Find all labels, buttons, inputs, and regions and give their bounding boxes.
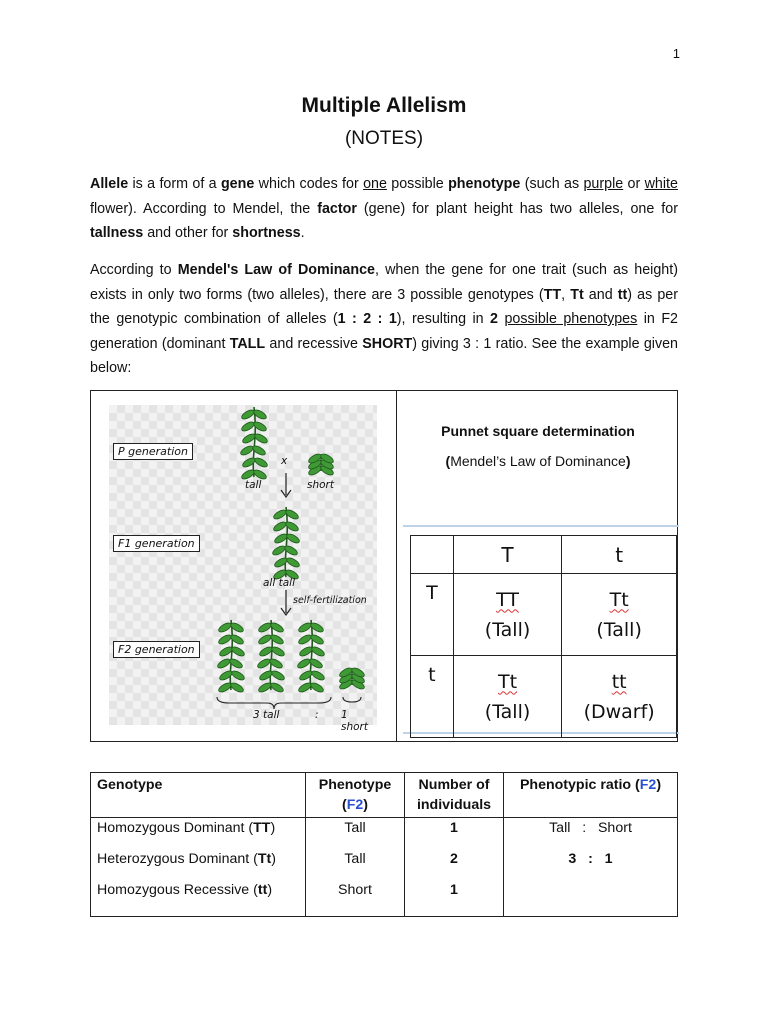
punnet-cell: tt (Dwarf) <box>562 656 677 738</box>
number-header: Number of individuals <box>405 773 504 818</box>
phenotype-cell: Tall <box>306 849 405 880</box>
punnet-title: Punnet square determination <box>441 423 635 439</box>
punnet-cell: Tt (Tall) <box>453 656 562 738</box>
one-short-label: 1 short <box>341 709 368 733</box>
phenotype-header: Phenotype (F2) <box>306 773 405 818</box>
monohybrid-cross-illustration <box>109 405 377 733</box>
phenotype-cell: Short <box>306 880 405 917</box>
cross-symbol: x <box>281 455 288 467</box>
page-subtitle: (NOTES) <box>344 128 424 149</box>
three-tall-label: 3 tall <box>253 709 280 721</box>
ratio-empty-cell <box>504 880 678 917</box>
phenotype-cell: Tall <box>306 818 405 850</box>
band-line-top <box>403 525 679 527</box>
f1-generation-label: F1 generation <box>113 535 200 552</box>
f2-tall-plant-2 <box>256 620 285 694</box>
self-fertilization-label: self-fertilization <box>293 595 367 606</box>
figure-divider <box>396 391 397 741</box>
ratio-values: 3 : 1 <box>504 849 678 880</box>
f2-generation-label: F2 generation <box>113 641 200 658</box>
punnet-subtitle: (Mendel’s Law of Dominance) <box>445 453 631 469</box>
f2-tall-plant-3 <box>296 620 325 694</box>
punnet-col-header: t <box>562 536 677 574</box>
short-label: short <box>307 479 334 491</box>
ratio-colon: : <box>315 709 319 721</box>
ratio-labels: Tall : Short <box>504 818 678 850</box>
p-short-plant <box>307 452 334 477</box>
dominance-paragraph: According to Mendel's Law of Dominance, when the gene for one trait (such as height) exists in only two forms (two alleles), there are 3 possible genotypes (TT, Tt and tt) as per the genotypic combination of alleles (1 : 2 : 1), resulting in 2 possible phenotypes in F2 generation (dominant TALL and recessive SHORT) giving 3 : 1 ratio. See the example given below: <box>90 262 679 376</box>
f2-short-plant <box>338 666 365 691</box>
genotype-table <box>90 772 678 917</box>
punnet-cell: Tt (Tall) <box>562 574 677 656</box>
tall-label: tall <box>245 479 262 491</box>
subtitle-text: NOTES <box>351 128 417 149</box>
count-cell: 1 <box>405 880 504 917</box>
count-cell: 2 <box>405 849 504 880</box>
p-tall-plant <box>239 407 268 481</box>
genotype-cell: Homozygous Recessive (tt) <box>91 880 306 917</box>
punnet-cell: TT (Tall) <box>453 574 562 656</box>
count-cell: 1 <box>405 818 504 850</box>
f2-tall-plant-1 <box>216 620 245 694</box>
punnet-square <box>410 535 677 738</box>
page-title: Multiple Allelism <box>301 94 467 117</box>
page-number: 1 <box>672 46 680 61</box>
ratio-header: Phenotypic ratio (F2) <box>504 773 678 818</box>
p-generation-label: P generation <box>113 443 193 460</box>
f1-tall-plant <box>271 507 300 581</box>
genotype-header: Genotype <box>91 773 306 818</box>
punnet-corner <box>411 536 454 574</box>
genotype-cell: Homozygous Dominant (TT) <box>91 818 306 850</box>
genotype-cell: Heterozygous Dominant (Tt) <box>91 849 306 880</box>
punnet-row-header: T <box>411 574 454 656</box>
punnet-row-header: t <box>411 656 454 738</box>
all-tall-label: all tall <box>263 577 295 589</box>
figure-box <box>90 390 678 742</box>
allele-paragraph: Allele is a form of a gene which codes for one possible phenotype (such as purple or white flower). According to Mendel, the factor (gene) for plant height has two alleles, one for tallness and other for shortness. <box>90 176 678 241</box>
punnet-col-header: T <box>453 536 562 574</box>
